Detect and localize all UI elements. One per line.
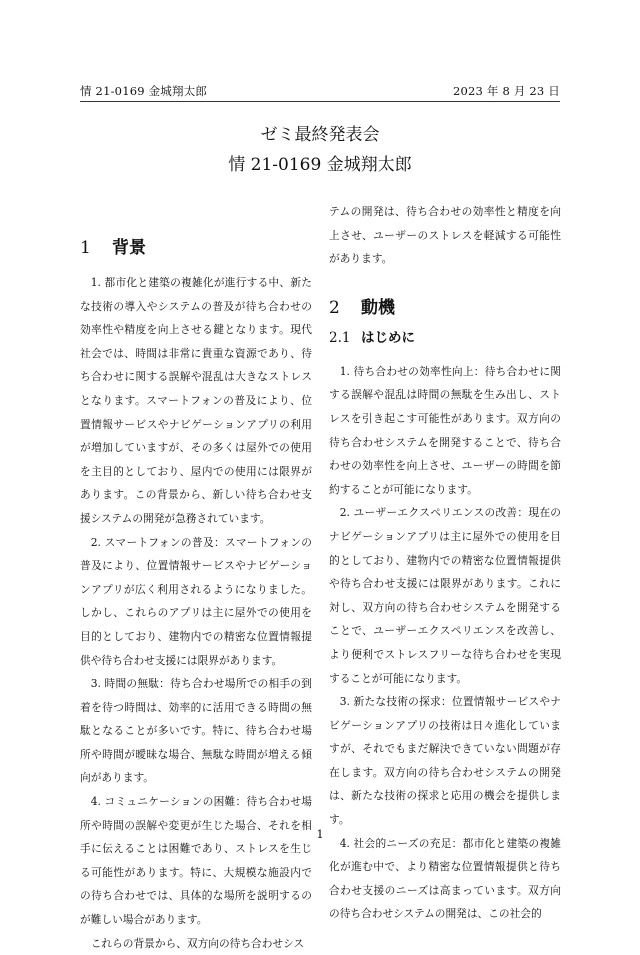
section-heading-motivation (329, 293, 561, 318)
page-number: 1 (316, 827, 324, 841)
paragraph: 2. スマートフォンの普及：スマートフォンの普及により、位置情報サービスやナビゲーションアプリが広く利用されるようになりました。しかし、これらのアプリは主に屋外での使用を目的としており、建物内での精密な位置情報提供や待ち合わせ支援には限界があります。 (80, 535, 312, 667)
section-number: 1 (80, 238, 91, 258)
section-title: 動機 (361, 297, 395, 318)
running-header-left: 情 21-0169 金城翔太郎 (80, 84, 208, 98)
running-header-date: 2023 年 8 月 23 日 (453, 84, 560, 98)
subsection-heading-introduction (329, 326, 561, 346)
column-left (80, 200, 312, 955)
paragraph: 4. 社会的ニーズの充足：都市化と建築の複雑化が進む中で、より精密な位置情報提供と待ち合わせ支援のニーズは高まっています。双方向の待ち合わせシステムの開発は、この社会的 (329, 836, 561, 921)
section-number: 2 (329, 297, 340, 318)
subsection-number: 2.1 (329, 329, 351, 346)
paragraph: 3. 新たな技術の探求：位置情報サービスやナビゲーションアプリの技術は日々進化していますが、それでもまだ解決できていない問題が存在します。双方向の待ち合わせシステムの開発は、新たな技術の探求と応用の機会を提供します。 (329, 695, 561, 827)
document-title: ゼミ最終発表会 (260, 125, 380, 145)
document-author: 情 21-0169 金城翔太郎 (228, 155, 412, 175)
paragraph-continuation: テムの開発は、待ち合わせの効率性と精度を向上させ、ユーザーのストレスを軽減する可能性があります。 (329, 205, 561, 266)
paragraph: 2. ユーザーエクスペリエンスの改善：現在のナビゲーションアプリは主に屋外での使用を目的としており、建物内での精密な位置情報提供や待ち合わせ支援には限界があります。これに対し、双方向の待ち合わせシステムを開発することで、ユーザーエクスペリエンスを改善し、より便利でストレスフリーな待ち合わせを実現することが可能になります。 (329, 506, 561, 685)
paragraph: 3. 時間の無駄：待ち合わせ場所での相手の到着を待つ時間は、効率的に活用できる時間の無駄となることが多いです。特に、待ち合わせ場所や時間が曖昧な場合、無駄な時間が増える傾向があります。 (80, 677, 312, 785)
header-rule (80, 101, 560, 102)
paragraph: 1. 待ち合わせの効率性向上：待ち合わせに関する誤解や混乱は時間の無駄を生み出し、ストレスを引き起こす可能性があります。双方向の待ち合わせシステムを開発することで、待ち合わせの効率性を向上させ、ユーザーの時間を節約することが可能になります。 (329, 364, 561, 496)
subsection-title: はじめに (361, 329, 415, 346)
paragraph: 4. コミュニケーションの困難：待ち合わせ場所や時間の誤解や変更が生じた場合、それを相手に伝えることは困難であり、ストレスを生じる可能性があります。特に、大規模な施設内での待ち合わせでは、具体的な場所を説明するのが難しい場合があります。 (80, 795, 312, 927)
section-title: 背景 (112, 238, 146, 258)
paragraph: 1. 都市化と建築の複雑化が進行する中、新たな技術の導入やシステムの普及が待ち合わせの効率性や精度を向上させる鍵となります。現代社会では、時間は非常に貴重な資源であり、待ち合わせに関する誤解や混乱は大きなストレスとなります。スマートフォンの普及により、位置情報サービスやナビゲーションアプリの利用が増加していますが、その多くは屋外での使用を主目的としており、屋内での使用には限界があります。この背景から、新しい待ち合わせ支援システムの開発が急務されています。 (80, 276, 312, 525)
section-heading-background (80, 233, 312, 258)
column-right (329, 200, 561, 926)
paragraph: これらの背景から、双方向の待ち合わせシス (90, 936, 305, 950)
